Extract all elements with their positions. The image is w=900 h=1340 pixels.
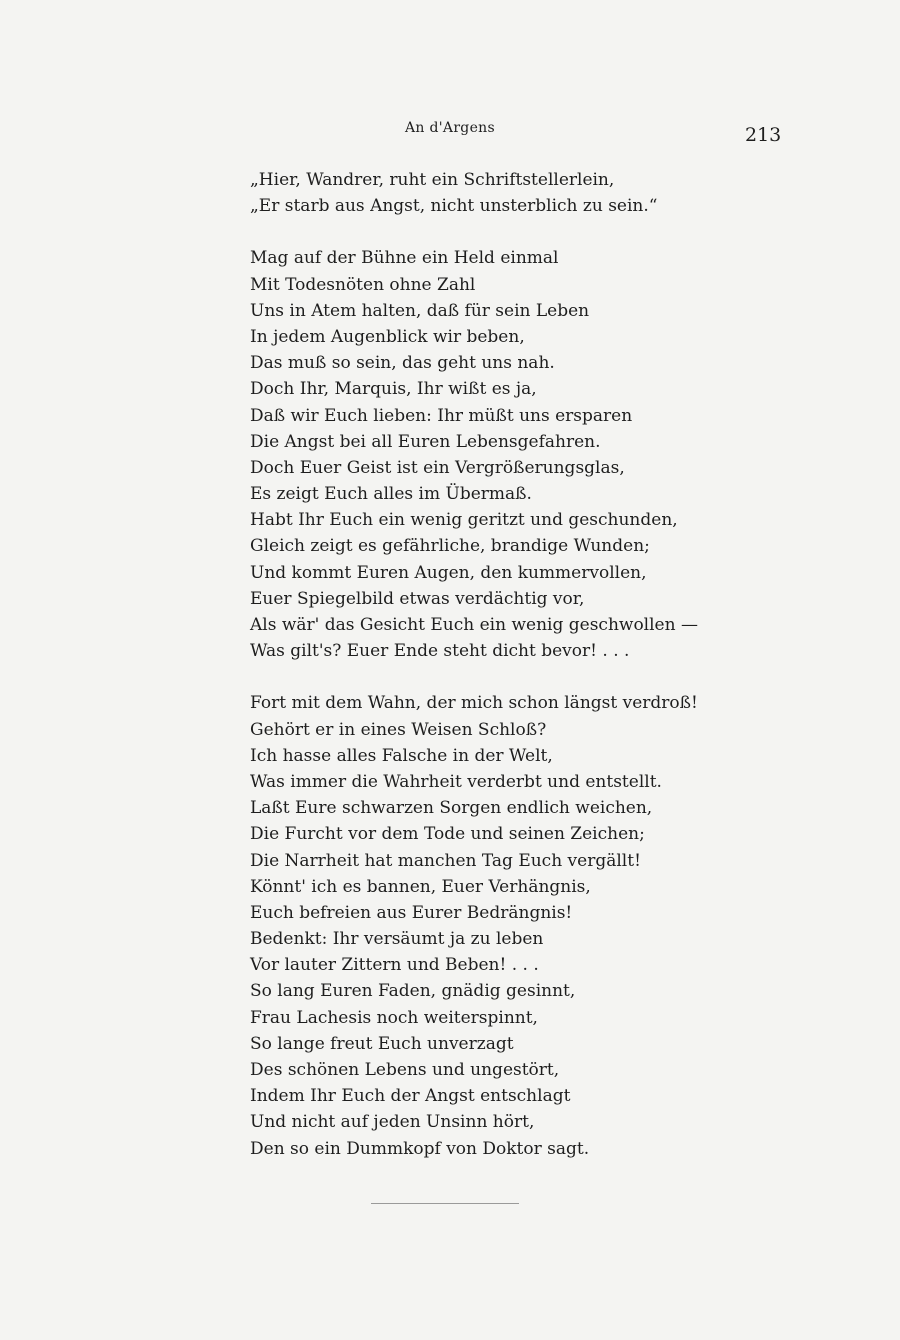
page-number: 213 [745,124,782,146]
verse-line: „Er starb aus Angst, nicht unsterblich zu sein.“ [250,196,658,217]
verse-line: Es zeigt Euch alles im Übermaß. [250,484,532,505]
verse-line: Des schönen Lebens und ungestört, [250,1060,560,1080]
verse-line: Vor lauter Zittern und Beben! . . . [250,955,539,976]
verse-line: So lang Euren Faden, gnädig gesinnt, [250,981,576,1002]
verse-line: Was immer die Wahrheit verderbt und entstellt. [250,771,662,792]
verse-line: Ich hasse alles Falsche in der Welt, [250,745,553,766]
verse-line: Könnt' ich es bannen, Euer Verhängnis, [250,876,591,897]
poem-body [250,167,710,1162]
verse-line: Mag auf der Bühne ein Held einmal [250,248,559,269]
verse-line: Die Angst bei all Euren Lebensgefahren. [250,431,601,452]
verse-line: Die Narrheit hat manchen Tag Euch vergällt! [250,850,641,871]
verse-line: So lange freut Euch unverzagt [250,1033,514,1054]
verse-line: Und nicht auf jeden Unsinn hört, [250,1112,535,1133]
verse-line: Euer Spiegelbild etwas verdächtig vor, [250,588,585,609]
stanza-two [250,245,710,664]
verse-line: Fort mit dem Wahn, der mich schon längst verdroß! [250,693,698,714]
verse-line: Indem Ihr Euch der Angst entschlagt [250,1086,571,1107]
verse-line: Die Furcht vor dem Tode und seinen Zeichen; [250,824,645,845]
stanza-three [250,690,710,1161]
verse-line: Frau Lachesis noch weiterspinnt, [250,1007,538,1028]
verse-line: Gleich zeigt es gefährliche, brandige Wunden; [250,536,650,557]
verse-line: Doch Euer Geist ist ein Vergrößerungsglas, [250,457,625,478]
verse-line: Euch befreien aus Eurer Bedrängnis! [250,902,573,923]
verse-line: Mit Todesnöten ohne Zahl [250,274,476,295]
verse-line: Den so ein Dummkopf von Doktor sagt. [250,1138,590,1159]
verse-line: Als wär' das Gesicht Euch ein wenig geschwollen — [250,615,698,635]
verse-line: Doch Ihr, Marquis, Ihr wißt es ja, [250,379,537,400]
verse-line: Laßt Eure schwarzen Sorgen endlich weichen, [250,798,653,819]
verse-line: Uns in Atem halten, daß für sein Leben [250,300,590,321]
verse-line: Habt Ihr Euch ein wenig geritzt und geschunden, [250,510,678,531]
verse-line: Das muß so sein, das geht uns nah. [250,353,555,374]
verse-line: In jedem Augenblick wir beben, [250,326,525,347]
verse-line: „Hier, Wandrer, ruht ein Schriftstellerlein, [250,170,615,190]
verse-line: Gehört er in eines Weisen Schloß? [250,719,547,740]
end-rule-divider [371,1203,519,1204]
stanza-epitaph [250,167,710,219]
verse-line: Bedenkt: Ihr versäumt ja zu leben [250,929,544,950]
verse-line: Und kommt Euren Augen, den kummervollen, [250,562,647,583]
verse-line: Was gilt's? Euer Ende steht dicht bevor! . . . [250,641,630,662]
running-title: An d'Argens [405,120,495,136]
verse-line: Daß wir Euch lieben: Ihr müßt uns ersparen [250,405,633,426]
